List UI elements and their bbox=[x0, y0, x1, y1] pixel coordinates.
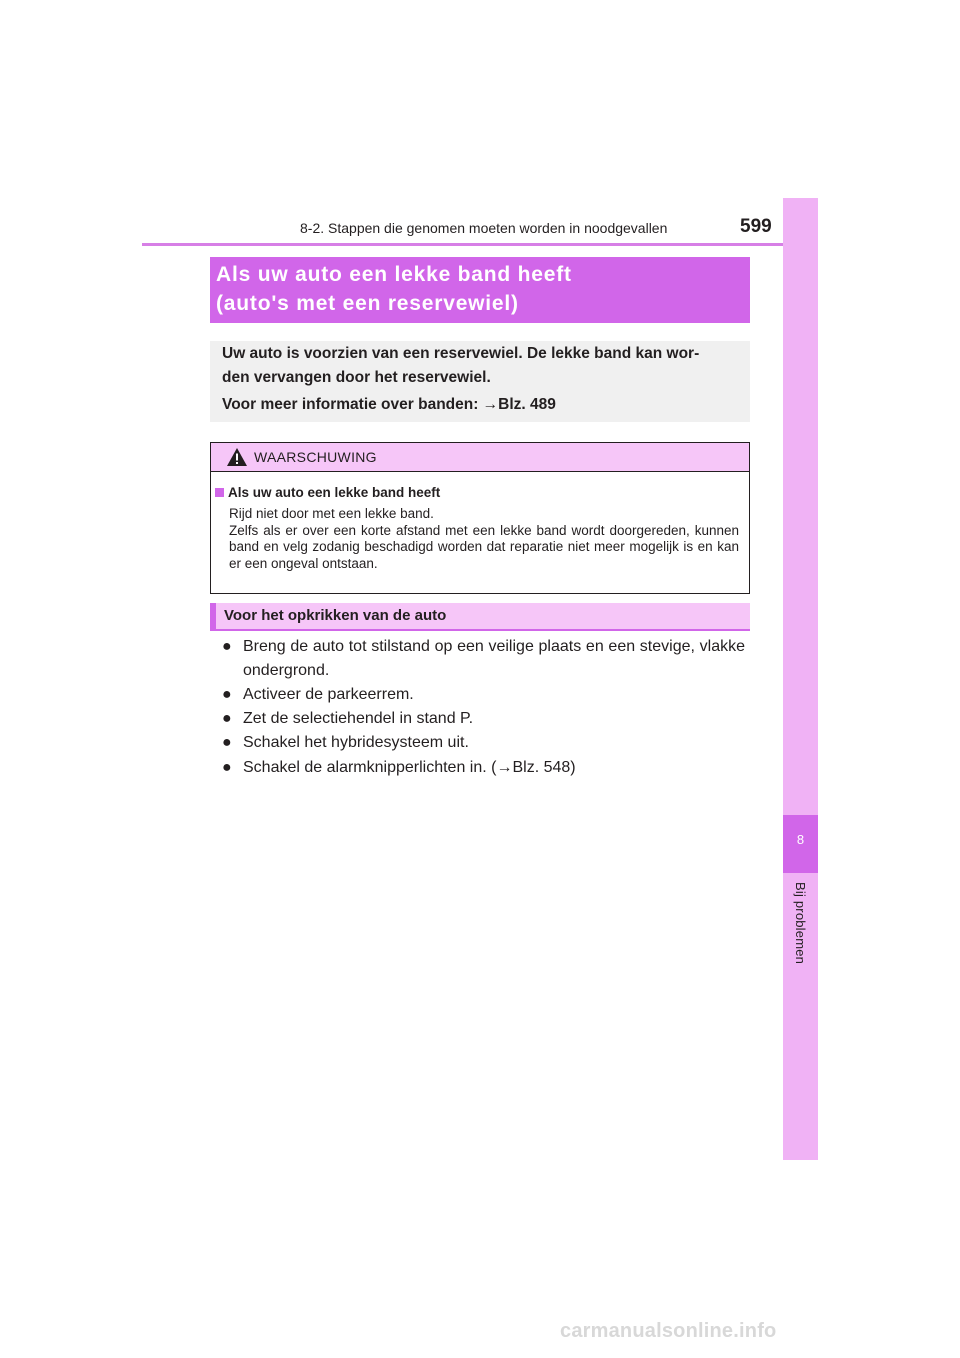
intro-line-3: Voor meer informatie over banden: →Blz. 489 bbox=[222, 396, 556, 413]
bullet-dot-icon: ● bbox=[222, 734, 232, 751]
list-item: Schakel het hybridesysteem uit. bbox=[243, 734, 469, 751]
intro-line-1: Uw auto is voorzien van een reservewiel. De lekke band kan wor- bbox=[222, 345, 700, 362]
bullet-dot-icon: ● bbox=[222, 638, 232, 655]
warning-triangle-icon bbox=[226, 447, 248, 467]
header-rule bbox=[142, 243, 818, 246]
warning-body-line-2: Zelfs als er over een korte afstand met een lekke band wordt doorgereden, kunnen band en velg zodanig beschadigd worden dat reparatie niet meer mogelijk is en kan er een ongeval ontstaan. bbox=[229, 522, 739, 571]
square-bullet-icon bbox=[215, 488, 224, 497]
page-title-line-1: Als uw auto een lekke band heeft bbox=[216, 263, 572, 286]
chapter-label: Bij problemen bbox=[793, 882, 808, 965]
bullet-dot-icon: ● bbox=[222, 686, 232, 703]
list-item: Schakel de alarmknipperlichten in. (→Blz. 548) bbox=[243, 759, 576, 776]
warning-body bbox=[229, 506, 739, 572]
page-title-line-2: (auto's met een reservewiel) bbox=[216, 292, 519, 315]
list-item: Activeer de parkeerrem. bbox=[243, 686, 414, 703]
section-heading-accent bbox=[210, 603, 216, 630]
warning-title: WAARSCHUWING bbox=[254, 449, 377, 465]
warning-body-line-1: Rijd niet door met een lekke band. bbox=[229, 506, 434, 521]
intro-line-2: den vervangen door het reservewiel. bbox=[222, 369, 491, 386]
section-heading-rule bbox=[210, 629, 750, 631]
section-heading: Voor het opkrikken van de auto bbox=[224, 607, 447, 624]
page-title bbox=[216, 260, 746, 318]
bullet-dot-icon: ● bbox=[222, 759, 232, 776]
list-item: Breng de auto tot stilstand op een veilige plaats en een stevige, vlakke ondergrond. bbox=[243, 638, 745, 679]
chapter-number: 8 bbox=[796, 832, 805, 847]
chapter-side-tab bbox=[783, 198, 818, 1160]
running-header-section: 8-2. Stappen die genomen moeten worden in noodgevallen bbox=[300, 220, 668, 236]
watermark: carmanualsonline.info bbox=[560, 1320, 777, 1342]
bullet-dot-icon: ● bbox=[222, 710, 232, 727]
page-number: 599 bbox=[740, 216, 772, 237]
warning-subheading: Als uw auto een lekke band heeft bbox=[228, 485, 441, 500]
list-item: Zet de selectiehendel in stand P. bbox=[243, 710, 474, 727]
